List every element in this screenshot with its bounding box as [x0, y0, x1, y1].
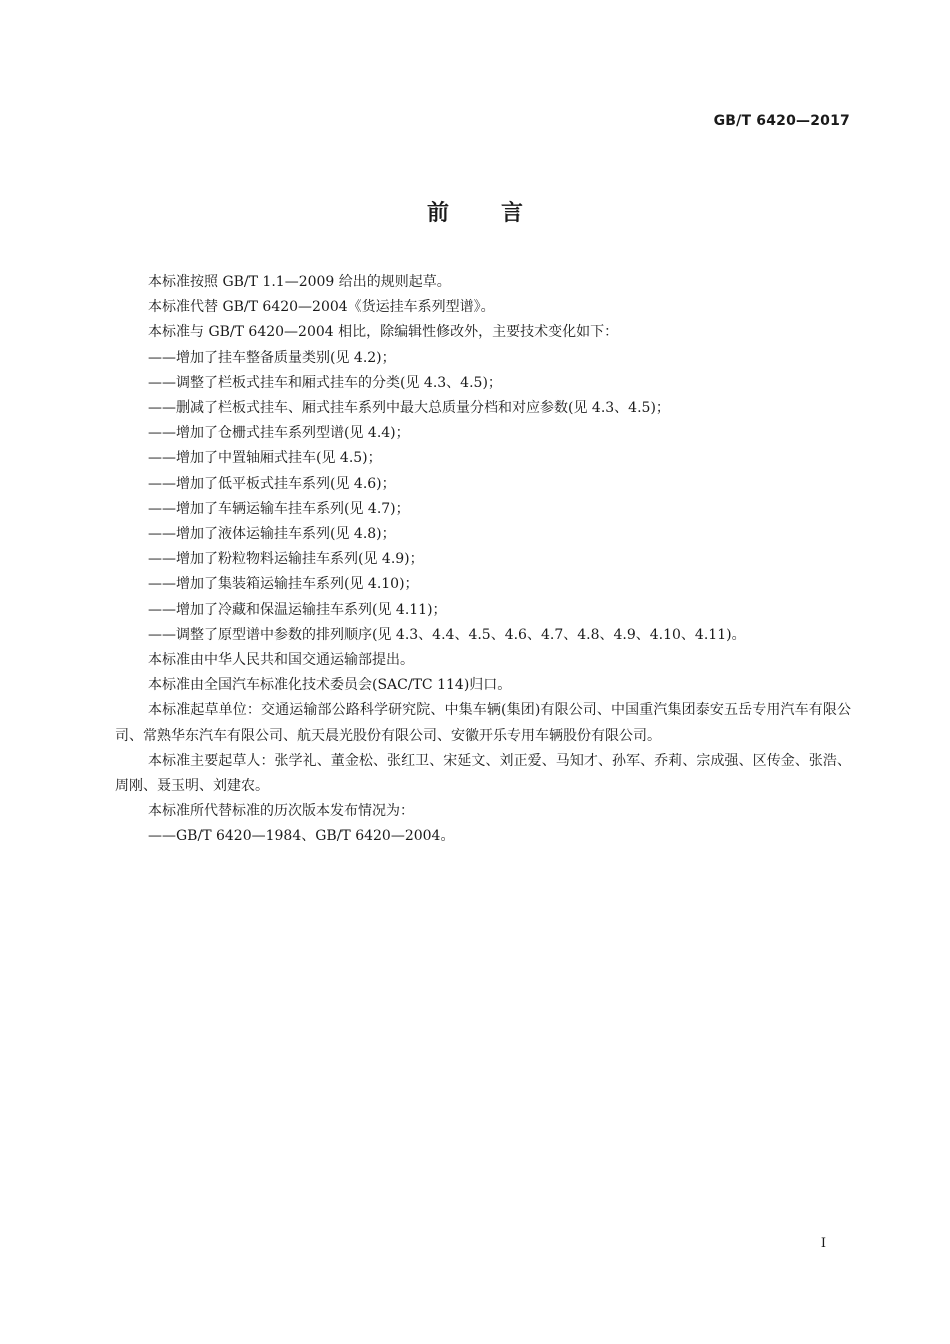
- page-number: I: [820, 1236, 826, 1251]
- paragraph-proposer: 本标准由中华人民共和国交通运输部提出。: [148, 652, 414, 669]
- change-item: ——增加了集装箱运输挂车系列(见 4.10)；: [148, 576, 419, 593]
- change-item: ——增加了低平板式挂车系列(见 4.6)；: [148, 475, 396, 492]
- change-item: ——增加了粉粒物料运输挂车系列(见 4.9)；: [148, 551, 424, 568]
- paragraph-drafting-units: 本标准起草单位：交通运输部公路科学研究院、中集车辆(集团)有限公司、中国重汽集团泰安五岳专用汽车有限公司、常熟华东汽车有限公司、航天晨光股份有限公司、安徽开乐专用车辆股份有限公司。: [115, 702, 851, 744]
- standard-code-header: GB/T 6420—2017: [713, 113, 850, 129]
- change-item: ——调整了栏板式挂车和厢式挂车的分类(见 4.3、4.5)；: [148, 374, 502, 391]
- title-char-1: 前: [426, 201, 449, 226]
- paragraph-drafters: 本标准主要起草人：张学礼、董金松、张红卫、宋延文、刘正爱、马知才、孙军、乔莉、宗成强、区传金、张浩、周刚、聂玉明、刘建农。: [115, 752, 851, 795]
- foreword-body: [115, 270, 851, 850]
- change-item: ——增加了中置轴厢式挂车(见 4.5)；: [148, 450, 382, 467]
- change-item: ——删减了栏板式挂车、厢式挂车系列中最大总质量分档和对应参数(见 4.3、4.5)；: [148, 400, 670, 417]
- paragraph-committee: 本标准由全国汽车标准化技术委员会(SAC/TC 114)归口。: [148, 677, 512, 694]
- paragraph-replaces: 本标准代替 GB/T 6420—2004《货运挂车系列型谱》。: [148, 299, 495, 316]
- change-item: ——增加了车辆运输车挂车系列(见 4.7)；: [148, 500, 410, 517]
- change-item: ——增加了挂车整备质量类别(见 4.2)；: [148, 349, 396, 366]
- change-item: ——增加了冷藏和保温运输挂车系列(见 4.11)；: [148, 601, 447, 618]
- paragraph-drafting-rules: 本标准按照 GB/T 1.1—2009 给出的规则起草。: [148, 274, 451, 290]
- page-title: [0, 196, 950, 227]
- paragraph-history-item: ——GB/T 6420—1984、GB/T 6420—2004。: [148, 828, 455, 845]
- paragraph-history-intro: 本标准所代替标准的历次版本发布情况为：: [148, 803, 414, 820]
- title-char-2: 言: [501, 201, 524, 226]
- change-item: ——调整了原型谱中参数的排列顺序(见 4.3、4.4、4.5、4.6、4.7、4.8、4.9、4.10、4.11)。: [148, 626, 746, 643]
- change-item: ——增加了仓栅式挂车系列型谱(见 4.4)；: [148, 425, 410, 442]
- paragraph-changes-intro: 本标准与 GB/T 6420—2004 相比，除编辑性修改外，主要技术变化如下：: [148, 324, 619, 341]
- change-item: ——增加了液体运输挂车系列(见 4.8)；: [148, 526, 396, 543]
